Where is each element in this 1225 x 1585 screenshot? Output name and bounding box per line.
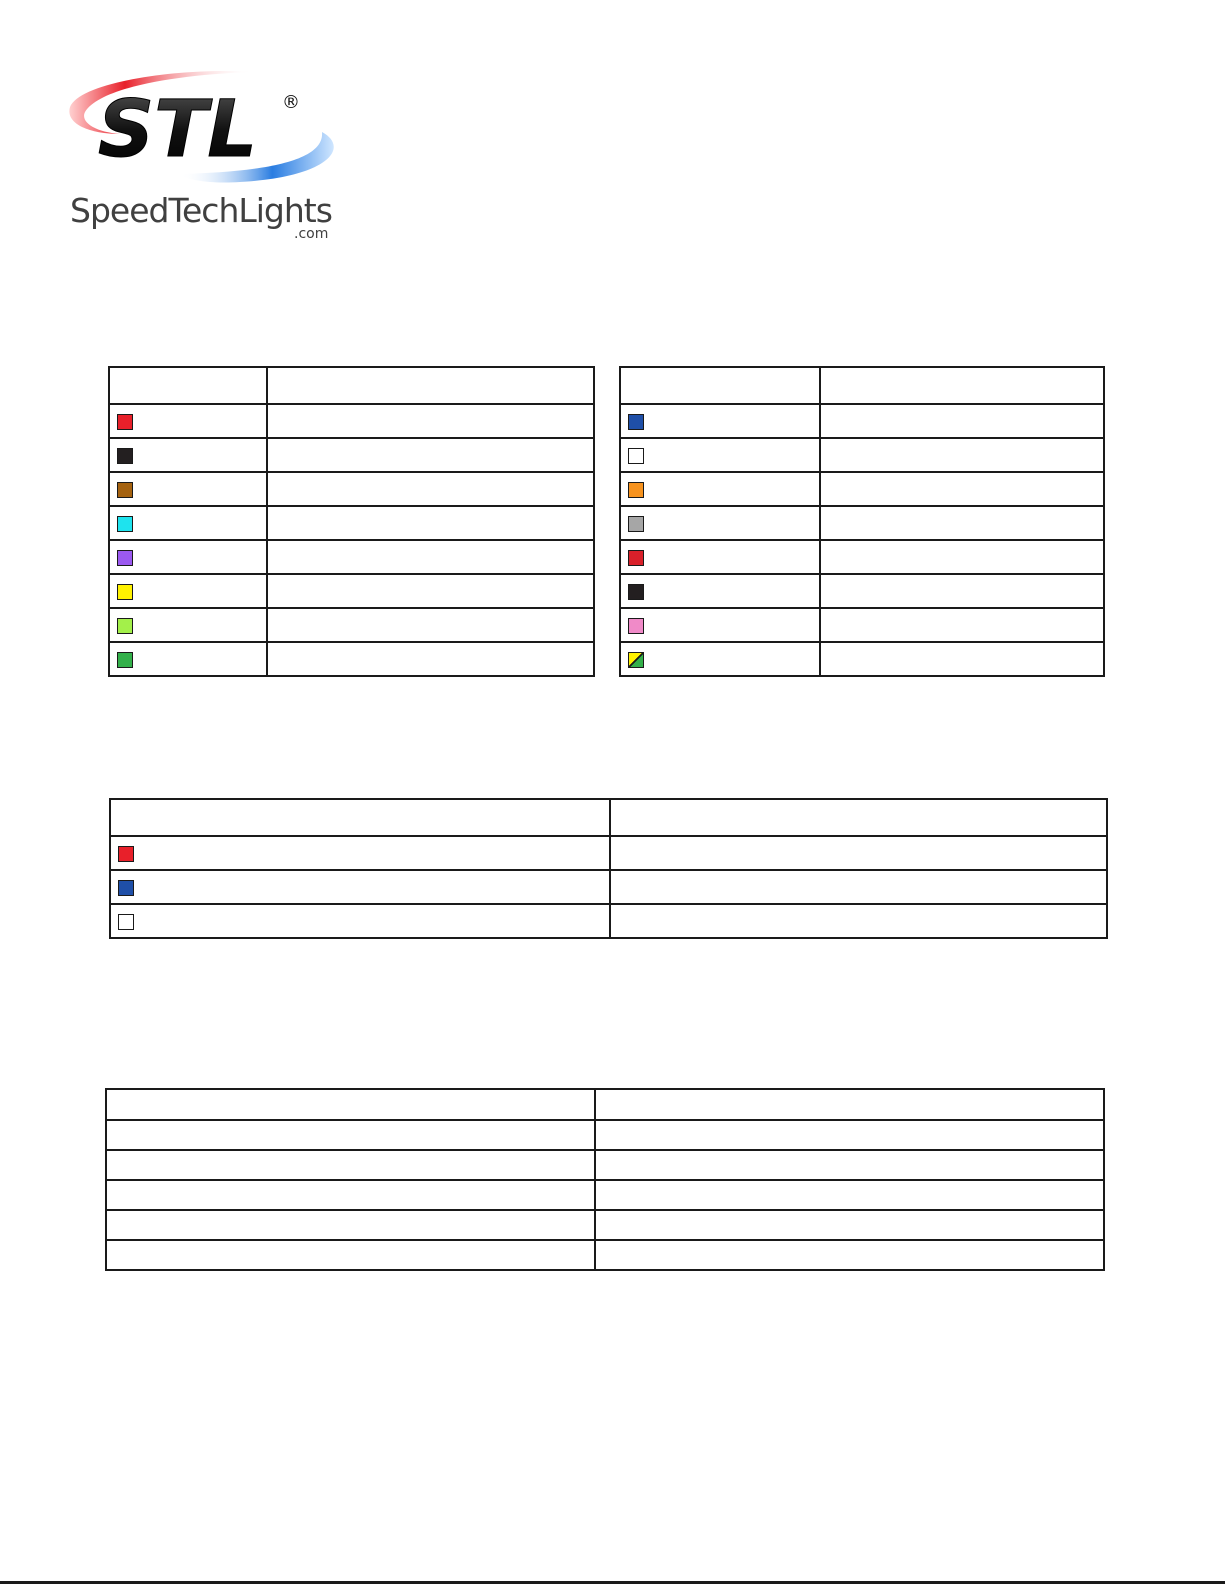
table-row [620,574,1104,608]
wire-color-cell [109,574,267,608]
wire-function-cell [820,404,1104,438]
color-swatch-icon [628,516,644,532]
page-bottom-rule [0,1581,1225,1584]
wire-color-cell [109,642,267,676]
logo-wordmark: SpeedTechLights [70,191,332,230]
wire-color-cell [620,506,820,540]
color-swatch-icon [117,414,133,430]
wire-color-cell [109,608,267,642]
wire-color-cell [620,540,820,574]
wire-function-cell [267,574,594,608]
table-cell [106,1150,595,1180]
table-row [106,1150,1104,1180]
wire-color-cell [620,404,820,438]
table-cell [106,1240,595,1270]
table-row [110,870,1107,904]
color-swatch-icon [117,652,133,668]
table-cell [595,1240,1104,1270]
wire-function-cell [820,608,1104,642]
table-row [620,506,1104,540]
color-swatch-icon [118,914,134,930]
wire-function-cell [820,642,1104,676]
table-row [106,1089,1104,1120]
wire-function-cell [820,472,1104,506]
registered-mark: ® [282,92,300,113]
table-row [109,608,594,642]
wire-function-cell [820,506,1104,540]
color-swatch-icon [118,846,134,862]
table-row [106,1120,1104,1150]
table-row [620,404,1104,438]
wire-function-cell [610,870,1107,904]
wire-color-cell [109,506,267,540]
wire-color-table-left [108,366,595,677]
wire-color-cell [109,404,267,438]
table-cell [106,1089,595,1120]
table-cell [595,1210,1104,1240]
table-row [109,540,594,574]
color-swatch-icon [117,448,133,464]
color-swatch-icon [117,618,133,634]
table-cell [595,1150,1104,1180]
table-row [620,438,1104,472]
color-swatch-icon [628,652,644,668]
color-swatch-icon [117,550,133,566]
wire-function-cell [820,438,1104,472]
table-cell [595,1180,1104,1210]
table-row [109,642,594,676]
wire-color-cell [110,870,610,904]
logo-mark-text: STL [98,85,258,175]
wire-function-cell [267,472,594,506]
blank-table [105,1088,1105,1271]
wire-function-cell [267,506,594,540]
wire-color-cell [620,438,820,472]
table-header-cell [820,367,1104,404]
table-header-row [620,367,1104,404]
wire-color-cell [110,836,610,870]
logo-domain: .com [294,226,329,242]
stl-logo-graphic [60,62,360,242]
wire-color-cell [620,574,820,608]
table-header-row [109,367,594,404]
wire-color-table-right [619,366,1105,677]
color-swatch-icon [117,584,133,600]
wire-color-cell [109,540,267,574]
wire-function-cell [267,404,594,438]
wire-color-cell [620,642,820,676]
table-row [620,472,1104,506]
table-header-cell [610,799,1107,836]
wire-color-cell [620,472,820,506]
color-swatch-icon [117,516,133,532]
table-row [620,642,1104,676]
table-row [110,904,1107,938]
table-cell [106,1180,595,1210]
wire-function-cell [267,642,594,676]
color-swatch-icon [628,584,644,600]
table-row [109,438,594,472]
table-row [106,1210,1104,1240]
color-swatch-icon [628,414,644,430]
table-row [109,404,594,438]
color-swatch-icon [628,550,644,566]
table-row [109,472,594,506]
color-swatch-icon [628,448,644,464]
table-cell [106,1210,595,1240]
color-swatch-icon [118,880,134,896]
wire-color-table-middle [109,798,1108,939]
table-row [620,608,1104,642]
wire-function-cell [820,540,1104,574]
wire-function-cell [267,540,594,574]
wire-function-cell [267,608,594,642]
table-header-cell [110,799,610,836]
table-cell [595,1120,1104,1150]
table-row [110,836,1107,870]
color-swatch-icon [628,618,644,634]
stl-logo [60,62,360,242]
color-swatch-icon [117,482,133,498]
wire-color-cell [109,472,267,506]
wire-function-cell [820,574,1104,608]
table-row [106,1180,1104,1210]
table-row [106,1240,1104,1270]
table-cell [106,1120,595,1150]
table-header-cell [109,367,267,404]
wire-color-cell [109,438,267,472]
color-swatch-icon [628,482,644,498]
wire-color-cell [110,904,610,938]
wire-color-cell [620,608,820,642]
wire-function-cell [610,904,1107,938]
table-row [109,506,594,540]
table-cell [595,1089,1104,1120]
table-row [620,540,1104,574]
wire-function-cell [610,836,1107,870]
table-header-row [110,799,1107,836]
table-row [109,574,594,608]
table-header-cell [620,367,820,404]
table-header-cell [267,367,594,404]
wire-function-cell [267,438,594,472]
